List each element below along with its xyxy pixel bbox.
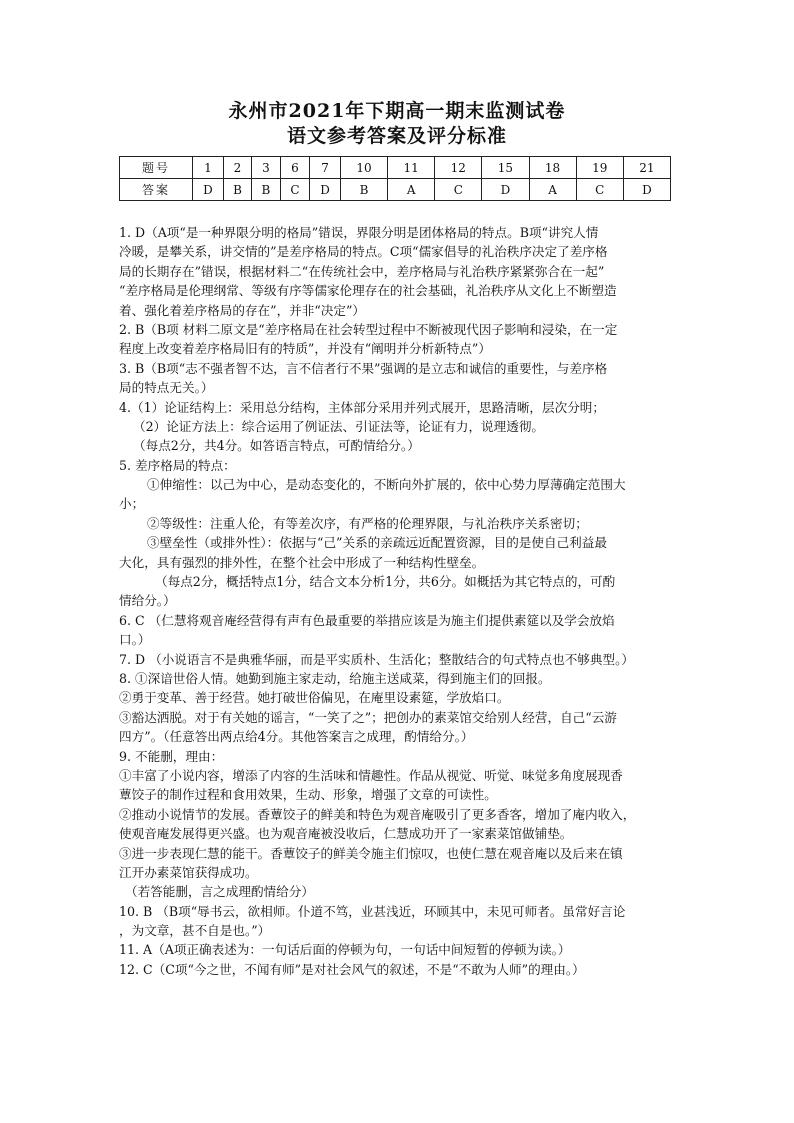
answer-cell: D	[623, 179, 670, 201]
q8-answer: 四方”。（任意答出两点给4分。其他答案言之成理，酌情给分。）	[119, 729, 474, 745]
answer-cell: B	[223, 179, 251, 201]
q9-reason: 使观音庵发展得更兴盛。也为观音庵被没收后，仁慧成功开了一家素菜馆做铺垫。	[119, 826, 573, 842]
q8-answer: ③豁达洒脱。对于有关她的谣言，“一笑了之”；把创办的素菜馆交给别人经营，自己“云游	[119, 709, 617, 725]
question-number-cell: 6	[280, 157, 310, 179]
q4-scoring-note: （每点2分，共4分。如答语言特点，可酌情给分。）	[133, 438, 420, 454]
q9-reason: ①丰富了小说内容，增添了内容的生活味和情趣性。作品从视觉、听觉、味觉多角度展现香	[119, 767, 623, 783]
q4-answer: （2）论证方法上：综合运用了例证法、引证法等，论证有力，说理透彻。	[133, 418, 545, 434]
q3-explanation: 3. B（B项“志不强者智不达，言不信者行不果”强调的是立志和诚信的重要性，与差序格	[119, 360, 608, 376]
q11-explanation: 11. A（A项正确表述为：一句话后面的停顿为句，一句话中间短暂的停顿为读。）	[119, 942, 571, 958]
q4-answer: 4.（1）论证结构上：采用总分结构，主体部分采用并列式展开，思路清晰，层次分明；	[119, 399, 605, 415]
question-number-cell: 18	[529, 157, 576, 179]
answer-cell: C	[435, 179, 482, 201]
q9-reason: 江开办素菜馆获得成功。	[119, 864, 258, 880]
question-number-cell: 10	[340, 157, 387, 179]
question-number-cell: 15	[482, 157, 529, 179]
answer-table	[119, 156, 671, 201]
q2-explanation: 程度上改变着差序格局旧有的特质”，并没有“阐明并分析新特点”）	[119, 341, 491, 357]
q10-explanation: 10. B （B项“辱书云，欲相师。仆道不笃，业甚浅近，环顾其中，未见可师者。虽常好言论	[119, 903, 626, 919]
q9-answer: 9. 不能删，理由：	[119, 748, 224, 764]
q8-answer: ②勇于变革、善于经营。她打破世俗偏见，在庵里设素筵，学放焰口。	[119, 690, 510, 706]
question-number-cell: 19	[576, 157, 623, 179]
answer-cell: D	[193, 179, 224, 201]
q5-scoring-note: （每点2分，概括特点1分，结合文本分析1分，共6分。如概括为其它特点的，可酌	[155, 574, 616, 590]
q5-point: 小；	[119, 496, 145, 512]
q2-explanation: 2. B（B项 材料二原文是“差序格局在社会转型过程中不断被现代因子影响和浸染，在一定	[119, 321, 618, 337]
question-number-cell: 3	[252, 157, 280, 179]
q6-explanation: 6. C （仁慧将观音庵经营得有声有色最重要的举措应该是为施主们提供素筵以及学会放焰	[119, 612, 615, 628]
q10-explanation: ，为文章，甚不自是也。”）	[119, 923, 271, 939]
q7-explanation: 7. D （小说语言不是典雅华丽，而是平实质朴、生活化；整散结合的句式特点也不够典型。）	[119, 651, 634, 667]
question-number-cell: 7	[310, 157, 341, 179]
answer-explanations	[119, 223, 681, 979]
q1-explanation: “差序格局是伦理纲常、等级有序等儒家伦理存在的社会基础，礼治秩序从文化上不断塑造	[119, 283, 617, 299]
answer-cell: D	[310, 179, 341, 201]
q1-explanation: 1. D（A项“是一种界限分明的格局”错误，界限分明是团体格局的特点。B项“讲究人情	[119, 225, 599, 240]
q1-explanation: 冷暖，是攀关系，讲交情的”是差序格局的特点。C项“儒家倡导的礼治秩序决定了差序格	[119, 244, 608, 260]
q5-point: ③壁垒性（或排外性）：依据与“己”关系的亲疏远近配置资源，目的是使自己利益最	[147, 535, 607, 551]
q6-explanation: 口。）	[119, 632, 151, 648]
q1-explanation: 局的长期存在”错误，根据材料二“在传统社会中，差序格局与礼治秩序紧紧弥合在一起”	[119, 263, 605, 279]
q9-reason: ②推动小说情节的发展。香蕈饺子的鲜美和特色为观音庵吸引了更多香客，增加了庵内收入，	[119, 806, 636, 822]
question-number-row	[120, 157, 671, 179]
answer-header: 答案	[120, 179, 193, 201]
exam-subtitle: 语文参考答案及评分标准	[286, 125, 507, 147]
question-number-cell: 21	[623, 157, 670, 179]
exam-title: 永州市2021年下期高一期末监测试卷	[228, 100, 566, 122]
answer-cell: A	[529, 179, 576, 201]
question-number-header: 题号	[120, 157, 193, 179]
answer-cell: C	[576, 179, 623, 201]
question-number-cell: 1	[193, 157, 224, 179]
answer-cell: B	[252, 179, 280, 201]
question-number-cell: 11	[388, 157, 435, 179]
q5-answer: 5. 差序格局的特点：	[119, 457, 236, 473]
answer-cell: B	[340, 179, 387, 201]
question-number-cell: 2	[223, 157, 251, 179]
q12-explanation: 12. C（C项“今之世，不闻有师”是对社会风气的叙述，不是“不敢为人师”的理由。）	[119, 961, 585, 977]
q9-scoring-note: （若答能删，言之成理酌情给分）	[125, 884, 314, 900]
answer-cell: A	[388, 179, 435, 201]
answer-cell: D	[482, 179, 529, 201]
q5-point: ②等级性：注重人伦，有等差次序，有严格的伦理界限，与礼治秩序关系密切；	[147, 515, 588, 531]
q5-scoring-note: 情给分。）	[119, 593, 176, 609]
q5-point: 大化，具有强烈的排外性，在整个社会中形成了一种结构性壁垒。	[119, 554, 485, 570]
q9-reason: 蕈饺子的制作过程和食用效果，生动、形象，增强了文章的可读性。	[119, 787, 497, 803]
q9-reason: ③进一步表现仁慧的能干。香蕈饺子的鲜美令施主们惊叹，也使仁慧在观音庵以及后来在镇	[119, 845, 623, 861]
answer-cell: C	[280, 179, 310, 201]
q3-explanation: 局的特点无关。）	[119, 380, 214, 396]
q8-answer: 8. ①深谙世俗人情。她勤到施主家走动，给施主送咸菜，得到施主们的回报。	[119, 670, 551, 686]
q1-explanation: 着、强化着差序格局的存在”，并非“决定”）	[119, 302, 366, 318]
answer-row	[120, 179, 671, 201]
question-number-cell: 12	[435, 157, 482, 179]
q5-point: ①伸缩性：以己为中心，是动态变化的，不断向外扩展的，依中心势力厚薄确定范围大	[147, 477, 626, 493]
